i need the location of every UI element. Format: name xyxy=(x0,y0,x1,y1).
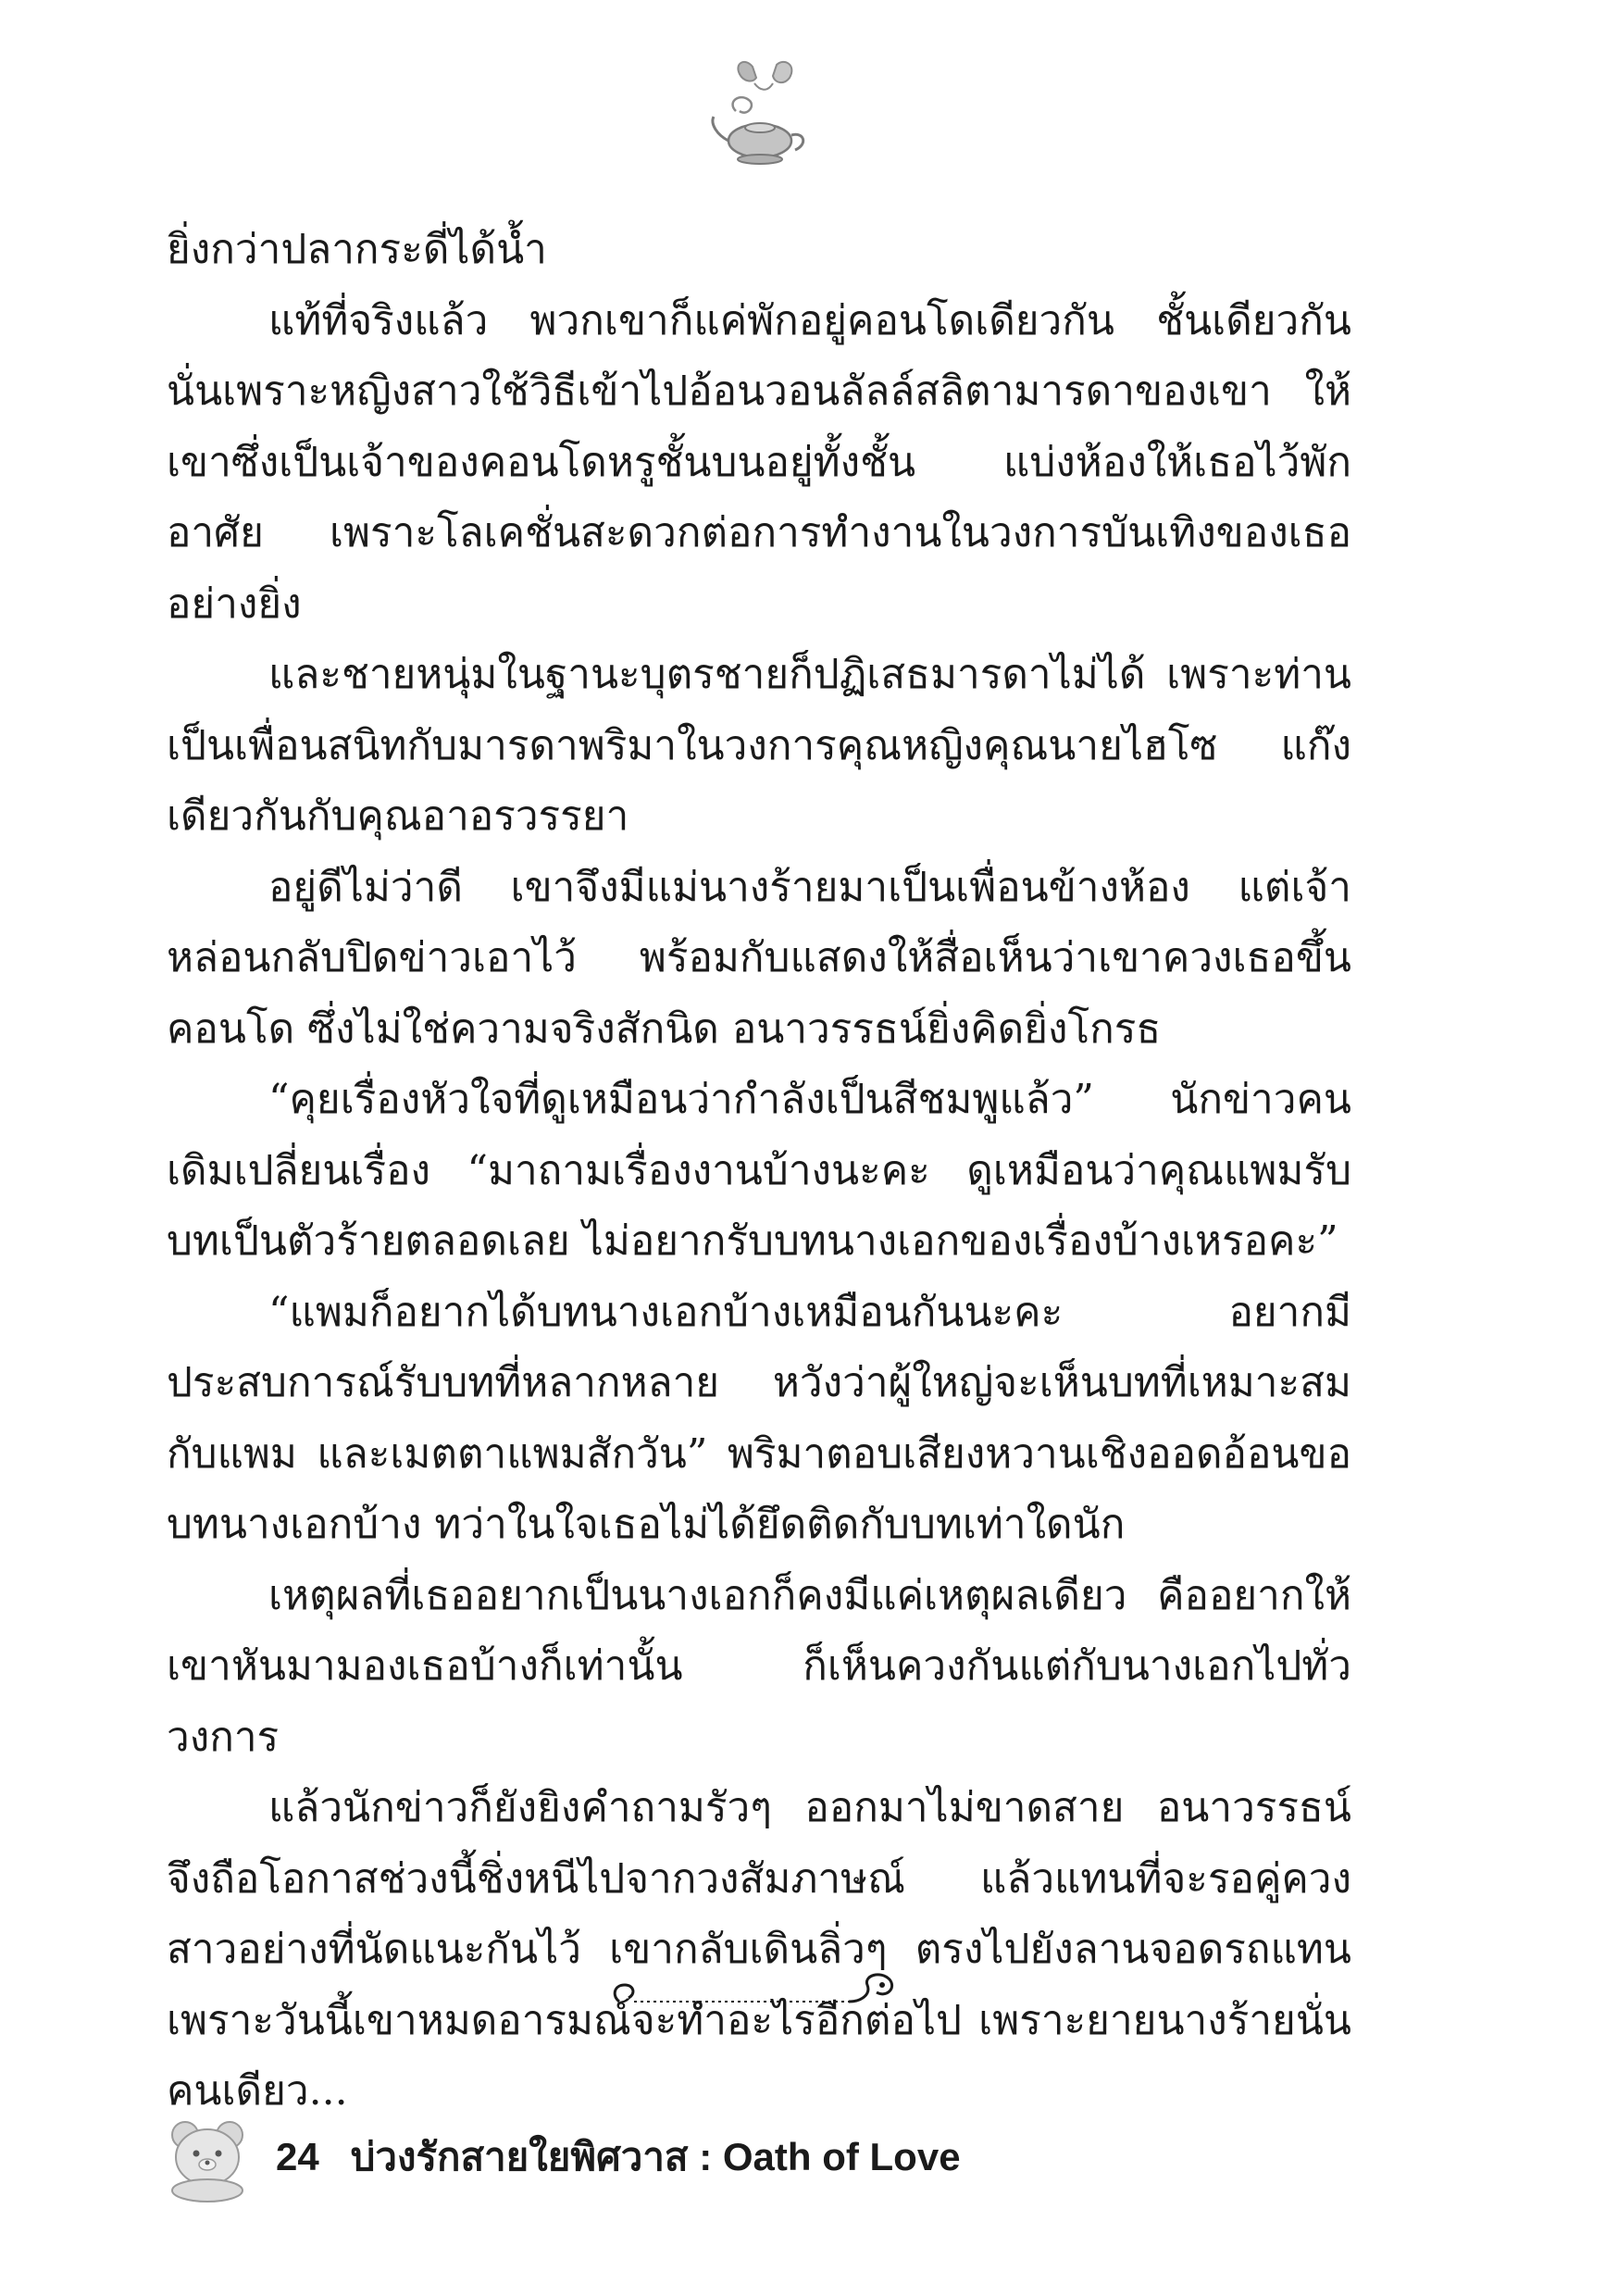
paragraph: “คุยเรื่องหัวใจที่ดูเหมือนว่ากำลังเป็นสีชมพูแล้ว” นักข่าวคนเดิมเปลี่ยนเรื่อง “มาถามเรื่องงานบ้างนะคะ ดูเหมือนว่าคุณแพมรับบทเป็นตัวร้ายตลอดเลย ไม่อยากรับบทนางเอกของเรื่องบ้างเหรอคะ” xyxy=(167,1076,1351,1265)
paragraph: อยู่ดีไม่ว่าดี เขาจึงมีแม่นางร้ายมาเป็นเพื่อนข้างห้อง แต่เจ้าหล่อนกลับปิดข่าวเอาไว้ พร้อมกับแสดงให้สื่อเห็นว่าเขาควงเธอขึ้นคอนโด ซึ่งไม่ใช่ความจริงสักนิด อนาวรรธน์ยิ่งคิดยิ่งโกรธ xyxy=(167,863,1351,1053)
book-title: บ่วงรักสายใยพิศวาส : Oath of Love xyxy=(350,2135,961,2178)
paragraph: แล้วนักข่าวก็ยังยิงคำถามรัวๆ ออกมาไม่ขาดสาย อนาวรรธน์จึงถือโอกาสช่วงนี้ชิ่งหนีไปจากวงสัมภาษณ์ แล้วแทนที่จะรอคู่ควงสาวอย่างที่นัดแนะกันไว้ เขากลับเดินลิ่วๆ ตรงไปยังลานจอดรถแทน เพราะวันนี้เขาหมดอารมณ์จะทำอะไรอีกต่อไป เพราะยายนางร้ายนั่นคนเดียว... xyxy=(167,1784,1351,2115)
paragraph: “แพมก็อยากได้บทนางเอกบ้างเหมือนกันนะคะ อยากมีประสบการณ์รับบทที่หลากหลาย หวังว่าผู้ใหญ่จะเห็นบทที่เหมาะสมกับแพม และเมตตาแพมสักวัน” พริมาตอบเสียงหวานเชิงออดอ้อนขอบทนางเอกบ้าง ทว่าในใจเธอไม่ได้ยึดติดกับบทเท่าใดนัก xyxy=(167,1288,1351,1548)
paragraph: ยิ่งกว่าปลากระดี่ได้น้ำ xyxy=(167,226,547,273)
dotted-swirl-divider-icon xyxy=(606,1961,912,2016)
page-footer xyxy=(157,2106,961,2208)
paragraph: แท้ที่จริงแล้ว พวกเขาก็แค่พักอยู่คอนโดเดียวกัน ชั้นเดียวกัน นั่นเพราะหญิงสาวใช้วิธีเข้าไปอ้อนวอนลัลล์สลิตามารดาของเขา ให้เขาซึ่งเป็นเจ้าของคอนโดหรูชั้นบนอยู่ทั้งชั้น แบ่งห้องให้เธอไว้พักอาศัย เพราะโลเคชั่นสะดวกต่อการทำงานในวงการบันเทิงของเธออย่างยิ่ง xyxy=(167,296,1351,628)
page-number: 24 xyxy=(276,2135,319,2178)
paragraph: เหตุผลที่เธออยากเป็นนางเอกก็คงมีแค่เหตุผลเดียว คืออยากให้เขาหันมามองเธอบ้างก็เท่านั้น ก็เห็นควงกันแต่กับนางเอกไปทั่ววงการ xyxy=(167,1571,1351,1761)
teddy-bear-icon xyxy=(157,2111,259,2203)
teapot-cupid-icon xyxy=(699,56,819,176)
story-text xyxy=(167,215,1351,2128)
paragraph: และชายหนุ่มในฐานะบุตรชายก็ปฏิเสธมารดาไม่ได้ เพราะท่านเป็นเพื่อนสนิทกับมารดาพริมาในวงการคุณหญิงคุณนายไฮโซ แก๊งเดียวกันกับคุณอาอรวรรยา xyxy=(167,651,1351,840)
